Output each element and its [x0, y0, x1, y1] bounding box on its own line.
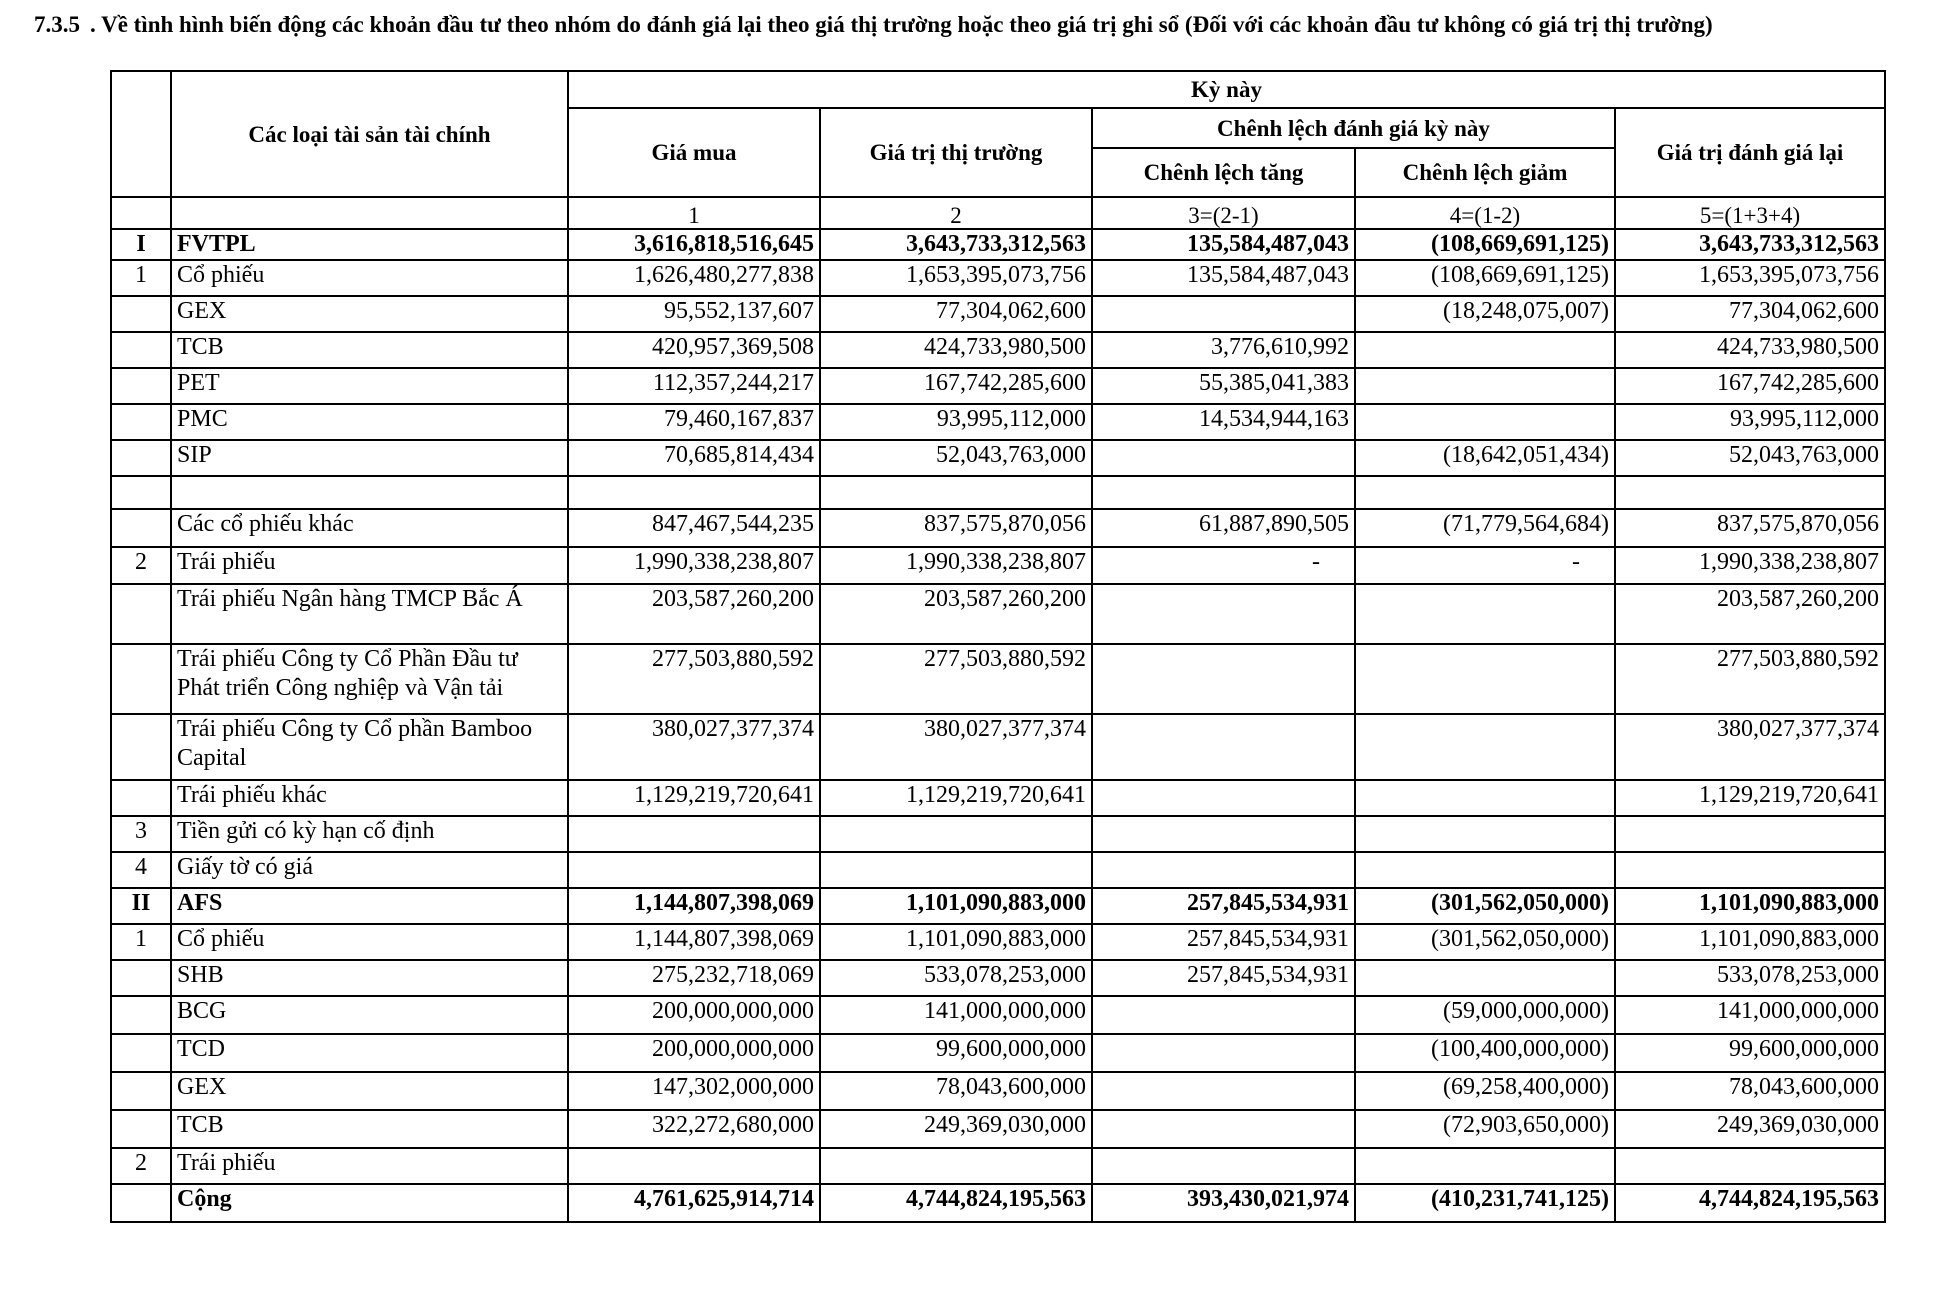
row-market-value: 1,990,338,238,807 — [820, 547, 1092, 584]
row-market-value: 1,101,090,883,000 — [820, 888, 1092, 924]
table-row — [111, 404, 1885, 440]
row-stt — [111, 509, 171, 547]
row-stt — [111, 1072, 171, 1110]
row-market-value: 1,101,090,883,000 — [820, 924, 1092, 960]
row-increase — [1092, 1034, 1355, 1072]
row-purchase-price: 70,685,814,434 — [568, 440, 820, 476]
row-asset-name: Trái phiếu khác — [171, 780, 568, 816]
row-revalued-value: 3,643,733,312,563 — [1615, 229, 1885, 260]
row-increase — [1092, 816, 1355, 852]
row-market-value — [820, 1148, 1092, 1184]
row-stt — [111, 996, 171, 1034]
row-asset-name: BCG — [171, 996, 568, 1034]
row-purchase-price: 3,616,818,516,645 — [568, 229, 820, 260]
row-market-value: 1,653,395,073,756 — [820, 260, 1092, 296]
table-row — [111, 1072, 1885, 1110]
header-stt — [111, 71, 171, 197]
index-name — [171, 197, 568, 229]
row-asset-name: Cổ phiếu — [171, 924, 568, 960]
row-decrease — [1355, 1148, 1615, 1184]
row-revalued-value: 277,503,880,592 — [1615, 644, 1885, 714]
row-decrease: (18,248,075,007) — [1355, 296, 1615, 332]
row-market-value: 3,643,733,312,563 — [820, 229, 1092, 260]
row-asset-name: TCB — [171, 332, 568, 368]
row-market-value: 380,027,377,374 — [820, 714, 1092, 780]
row-purchase-price — [568, 816, 820, 852]
row-asset-name: FVTPL — [171, 229, 568, 260]
table-row — [111, 924, 1885, 960]
row-decrease — [1355, 816, 1615, 852]
row-increase — [1092, 1110, 1355, 1148]
row-market-value: 249,369,030,000 — [820, 1110, 1092, 1148]
row-decrease: (100,400,000,000) — [1355, 1034, 1615, 1072]
row-decrease: (18,642,051,434) — [1355, 440, 1615, 476]
row-asset-name: Trái phiếu Công ty Cổ phần Bamboo Capital — [171, 714, 568, 780]
row-decrease — [1355, 852, 1615, 888]
row-increase: 257,845,534,931 — [1092, 924, 1355, 960]
row-asset-name: AFS — [171, 888, 568, 924]
row-market-value: 167,742,285,600 — [820, 368, 1092, 404]
row-market-value: 203,587,260,200 — [820, 584, 1092, 644]
row-stt — [111, 1034, 171, 1072]
row-stt: 3 — [111, 816, 171, 852]
row-asset-name: SHB — [171, 960, 568, 996]
row-decrease — [1355, 332, 1615, 368]
row-revalued-value: 52,043,763,000 — [1615, 440, 1885, 476]
row-revalued-value: 533,078,253,000 — [1615, 960, 1885, 996]
row-stt — [111, 1184, 171, 1222]
row-asset-name: TCD — [171, 1034, 568, 1072]
row-stt: I — [111, 229, 171, 260]
table-row — [111, 368, 1885, 404]
index-stt — [111, 197, 171, 229]
row-increase — [1092, 296, 1355, 332]
row-stt — [111, 332, 171, 368]
row-increase: 257,845,534,931 — [1092, 888, 1355, 924]
row-market-value: 277,503,880,592 — [820, 644, 1092, 714]
row-market-value — [820, 476, 1092, 509]
row-asset-name: Trái phiếu Công ty Cổ Phần Đầu tư Phát triển Công nghiệp và Vận tải — [171, 644, 568, 714]
row-purchase-price: 112,357,244,217 — [568, 368, 820, 404]
row-purchase-price: 847,467,544,235 — [568, 509, 820, 547]
table-row — [111, 476, 1885, 509]
row-purchase-price: 420,957,369,508 — [568, 332, 820, 368]
header-increase: Chênh lệch tăng — [1092, 148, 1355, 197]
row-market-value — [820, 816, 1092, 852]
row-revalued-value: 380,027,377,374 — [1615, 714, 1885, 780]
row-stt — [111, 584, 171, 644]
row-revalued-value: 837,575,870,056 — [1615, 509, 1885, 547]
investment-revaluation-table — [110, 70, 1886, 1223]
table-row — [111, 1184, 1885, 1222]
header-asset-type: Các loại tài sản tài chính — [171, 71, 568, 197]
row-market-value: 837,575,870,056 — [820, 509, 1092, 547]
row-revalued-value: 249,369,030,000 — [1615, 1110, 1885, 1148]
header-decrease: Chênh lệch giảm — [1355, 148, 1615, 197]
row-asset-name: Các cổ phiếu khác — [171, 509, 568, 547]
header-revaluation-difference: Chênh lệch đánh giá kỳ này — [1092, 108, 1615, 148]
row-stt — [111, 476, 171, 509]
row-purchase-price: 277,503,880,592 — [568, 644, 820, 714]
row-revalued-value: 93,995,112,000 — [1615, 404, 1885, 440]
row-revalued-value: 167,742,285,600 — [1615, 368, 1885, 404]
row-purchase-price: 147,302,000,000 — [568, 1072, 820, 1110]
row-revalued-value: 141,000,000,000 — [1615, 996, 1885, 1034]
header-market-value: Giá trị thị trường — [820, 108, 1092, 197]
row-increase — [1092, 584, 1355, 644]
header-purchase-price: Giá mua — [568, 108, 820, 197]
table-row — [111, 1034, 1885, 1072]
row-revalued-value: 1,101,090,883,000 — [1615, 924, 1885, 960]
row-increase: 393,430,021,974 — [1092, 1184, 1355, 1222]
row-increase: 257,845,534,931 — [1092, 960, 1355, 996]
table-row — [111, 296, 1885, 332]
row-market-value: 52,043,763,000 — [820, 440, 1092, 476]
row-revalued-value: 1,129,219,720,641 — [1615, 780, 1885, 816]
row-increase: 14,534,944,163 — [1092, 404, 1355, 440]
row-asset-name — [171, 476, 568, 509]
row-purchase-price: 79,460,167,837 — [568, 404, 820, 440]
row-increase — [1092, 996, 1355, 1034]
row-purchase-price: 275,232,718,069 — [568, 960, 820, 996]
index-col-5: 5=(1+3+4) — [1615, 197, 1885, 229]
row-decrease — [1355, 960, 1615, 996]
row-market-value: 1,129,219,720,641 — [820, 780, 1092, 816]
table-row — [111, 816, 1885, 852]
row-purchase-price: 95,552,137,607 — [568, 296, 820, 332]
row-market-value: 99,600,000,000 — [820, 1034, 1092, 1072]
row-asset-name: GEX — [171, 1072, 568, 1110]
row-purchase-price: 200,000,000,000 — [568, 996, 820, 1034]
row-revalued-value — [1615, 1148, 1885, 1184]
table-row — [111, 960, 1885, 996]
row-increase — [1092, 852, 1355, 888]
row-market-value: 77,304,062,600 — [820, 296, 1092, 332]
row-decrease: - — [1355, 547, 1615, 584]
row-increase — [1092, 714, 1355, 780]
row-purchase-price: 4,761,625,914,714 — [568, 1184, 820, 1222]
row-increase — [1092, 1072, 1355, 1110]
row-revalued-value: 424,733,980,500 — [1615, 332, 1885, 368]
row-increase — [1092, 644, 1355, 714]
row-market-value: 533,078,253,000 — [820, 960, 1092, 996]
row-decrease: (69,258,400,000) — [1355, 1072, 1615, 1110]
row-increase: - — [1092, 547, 1355, 584]
row-purchase-price: 1,990,338,238,807 — [568, 547, 820, 584]
row-increase — [1092, 476, 1355, 509]
row-revalued-value: 77,304,062,600 — [1615, 296, 1885, 332]
row-asset-name: Trái phiếu Ngân hàng TMCP Bắc Á — [171, 584, 568, 644]
row-purchase-price: 322,272,680,000 — [568, 1110, 820, 1148]
row-market-value: 78,043,600,000 — [820, 1072, 1092, 1110]
row-decrease — [1355, 368, 1615, 404]
row-market-value — [820, 852, 1092, 888]
row-asset-name: SIP — [171, 440, 568, 476]
row-decrease — [1355, 584, 1615, 644]
row-purchase-price: 1,144,807,398,069 — [568, 888, 820, 924]
row-asset-name: Tiền gửi có kỳ hạn cố định — [171, 816, 568, 852]
table-body — [111, 229, 1885, 1222]
row-decrease — [1355, 476, 1615, 509]
row-asset-name: PET — [171, 368, 568, 404]
header-period: Kỳ này — [568, 71, 1885, 108]
row-increase: 61,887,890,505 — [1092, 509, 1355, 547]
row-asset-name: Giấy tờ có giá — [171, 852, 568, 888]
row-purchase-price: 1,626,480,277,838 — [568, 260, 820, 296]
row-decrease: (301,562,050,000) — [1355, 924, 1615, 960]
row-stt: 4 — [111, 852, 171, 888]
row-decrease — [1355, 780, 1615, 816]
row-stt — [111, 960, 171, 996]
row-stt — [111, 780, 171, 816]
table-row — [111, 332, 1885, 368]
row-stt — [111, 368, 171, 404]
row-decrease — [1355, 404, 1615, 440]
row-revalued-value: 1,653,395,073,756 — [1615, 260, 1885, 296]
table-row — [111, 780, 1885, 816]
table-row — [111, 440, 1885, 476]
row-revalued-value — [1615, 852, 1885, 888]
section-title: . Về tình hình biến động các khoản đầu tư theo nhóm do đánh giá lại theo giá thị trường hoặc theo giá trị ghi sổ (Đối với các khoản đầu tư không có giá trị thị trường) — [90, 12, 1713, 37]
row-increase: 135,584,487,043 — [1092, 229, 1355, 260]
row-stt — [111, 440, 171, 476]
row-market-value: 93,995,112,000 — [820, 404, 1092, 440]
row-market-value: 424,733,980,500 — [820, 332, 1092, 368]
row-purchase-price: 203,587,260,200 — [568, 584, 820, 644]
row-purchase-price: 380,027,377,374 — [568, 714, 820, 780]
row-revalued-value: 78,043,600,000 — [1615, 1072, 1885, 1110]
row-revalued-value: 203,587,260,200 — [1615, 584, 1885, 644]
row-decrease: (301,562,050,000) — [1355, 888, 1615, 924]
row-revalued-value: 1,990,338,238,807 — [1615, 547, 1885, 584]
header-revalued-value: Giá trị đánh giá lại — [1615, 108, 1885, 197]
row-purchase-price: 200,000,000,000 — [568, 1034, 820, 1072]
index-col-1: 1 — [568, 197, 820, 229]
table-row — [111, 644, 1885, 714]
table-row — [111, 996, 1885, 1034]
row-increase — [1092, 780, 1355, 816]
table-row — [111, 547, 1885, 584]
row-purchase-price: 1,129,219,720,641 — [568, 780, 820, 816]
index-col-2: 2 — [820, 197, 1092, 229]
row-purchase-price: 1,144,807,398,069 — [568, 924, 820, 960]
row-stt: 1 — [111, 924, 171, 960]
table-row — [111, 1110, 1885, 1148]
row-decrease: (72,903,650,000) — [1355, 1110, 1615, 1148]
row-stt — [111, 1110, 171, 1148]
row-stt: II — [111, 888, 171, 924]
table-row — [111, 229, 1885, 260]
index-col-3: 3=(2-1) — [1092, 197, 1355, 229]
row-stt: 2 — [111, 547, 171, 584]
table-row — [111, 260, 1885, 296]
table-row — [111, 584, 1885, 644]
table-row — [111, 714, 1885, 780]
row-increase — [1092, 1148, 1355, 1184]
row-asset-name: PMC — [171, 404, 568, 440]
row-revalued-value: 4,744,824,195,563 — [1615, 1184, 1885, 1222]
row-stt — [111, 404, 171, 440]
row-market-value: 141,000,000,000 — [820, 996, 1092, 1034]
row-revalued-value — [1615, 816, 1885, 852]
row-decrease: (108,669,691,125) — [1355, 229, 1615, 260]
row-purchase-price — [568, 476, 820, 509]
index-col-4: 4=(1-2) — [1355, 197, 1615, 229]
row-asset-name: Cộng — [171, 1184, 568, 1222]
row-stt: 2 — [111, 1148, 171, 1184]
row-asset-name: Trái phiếu — [171, 1148, 568, 1184]
row-asset-name: Trái phiếu — [171, 547, 568, 584]
row-increase: 3,776,610,992 — [1092, 332, 1355, 368]
row-decrease — [1355, 714, 1615, 780]
section-heading — [34, 12, 1713, 38]
row-decrease: (108,669,691,125) — [1355, 260, 1615, 296]
row-decrease: (71,779,564,684) — [1355, 509, 1615, 547]
row-decrease: (410,231,741,125) — [1355, 1184, 1615, 1222]
row-revalued-value: 99,600,000,000 — [1615, 1034, 1885, 1072]
row-purchase-price — [568, 852, 820, 888]
row-asset-name: GEX — [171, 296, 568, 332]
table-row — [111, 888, 1885, 924]
row-decrease — [1355, 644, 1615, 714]
row-asset-name: Cổ phiếu — [171, 260, 568, 296]
table-row — [111, 852, 1885, 888]
row-increase: 135,584,487,043 — [1092, 260, 1355, 296]
table-row — [111, 509, 1885, 547]
row-increase: 55,385,041,383 — [1092, 368, 1355, 404]
row-market-value: 4,744,824,195,563 — [820, 1184, 1092, 1222]
row-stt — [111, 644, 171, 714]
row-stt: 1 — [111, 260, 171, 296]
row-asset-name: TCB — [171, 1110, 568, 1148]
table-row — [111, 1148, 1885, 1184]
section-number: 7.3.5 — [34, 12, 80, 37]
row-increase — [1092, 440, 1355, 476]
row-purchase-price — [568, 1148, 820, 1184]
row-stt — [111, 296, 171, 332]
row-decrease: (59,000,000,000) — [1355, 996, 1615, 1034]
row-revalued-value — [1615, 476, 1885, 509]
row-revalued-value: 1,101,090,883,000 — [1615, 888, 1885, 924]
row-stt — [111, 714, 171, 780]
